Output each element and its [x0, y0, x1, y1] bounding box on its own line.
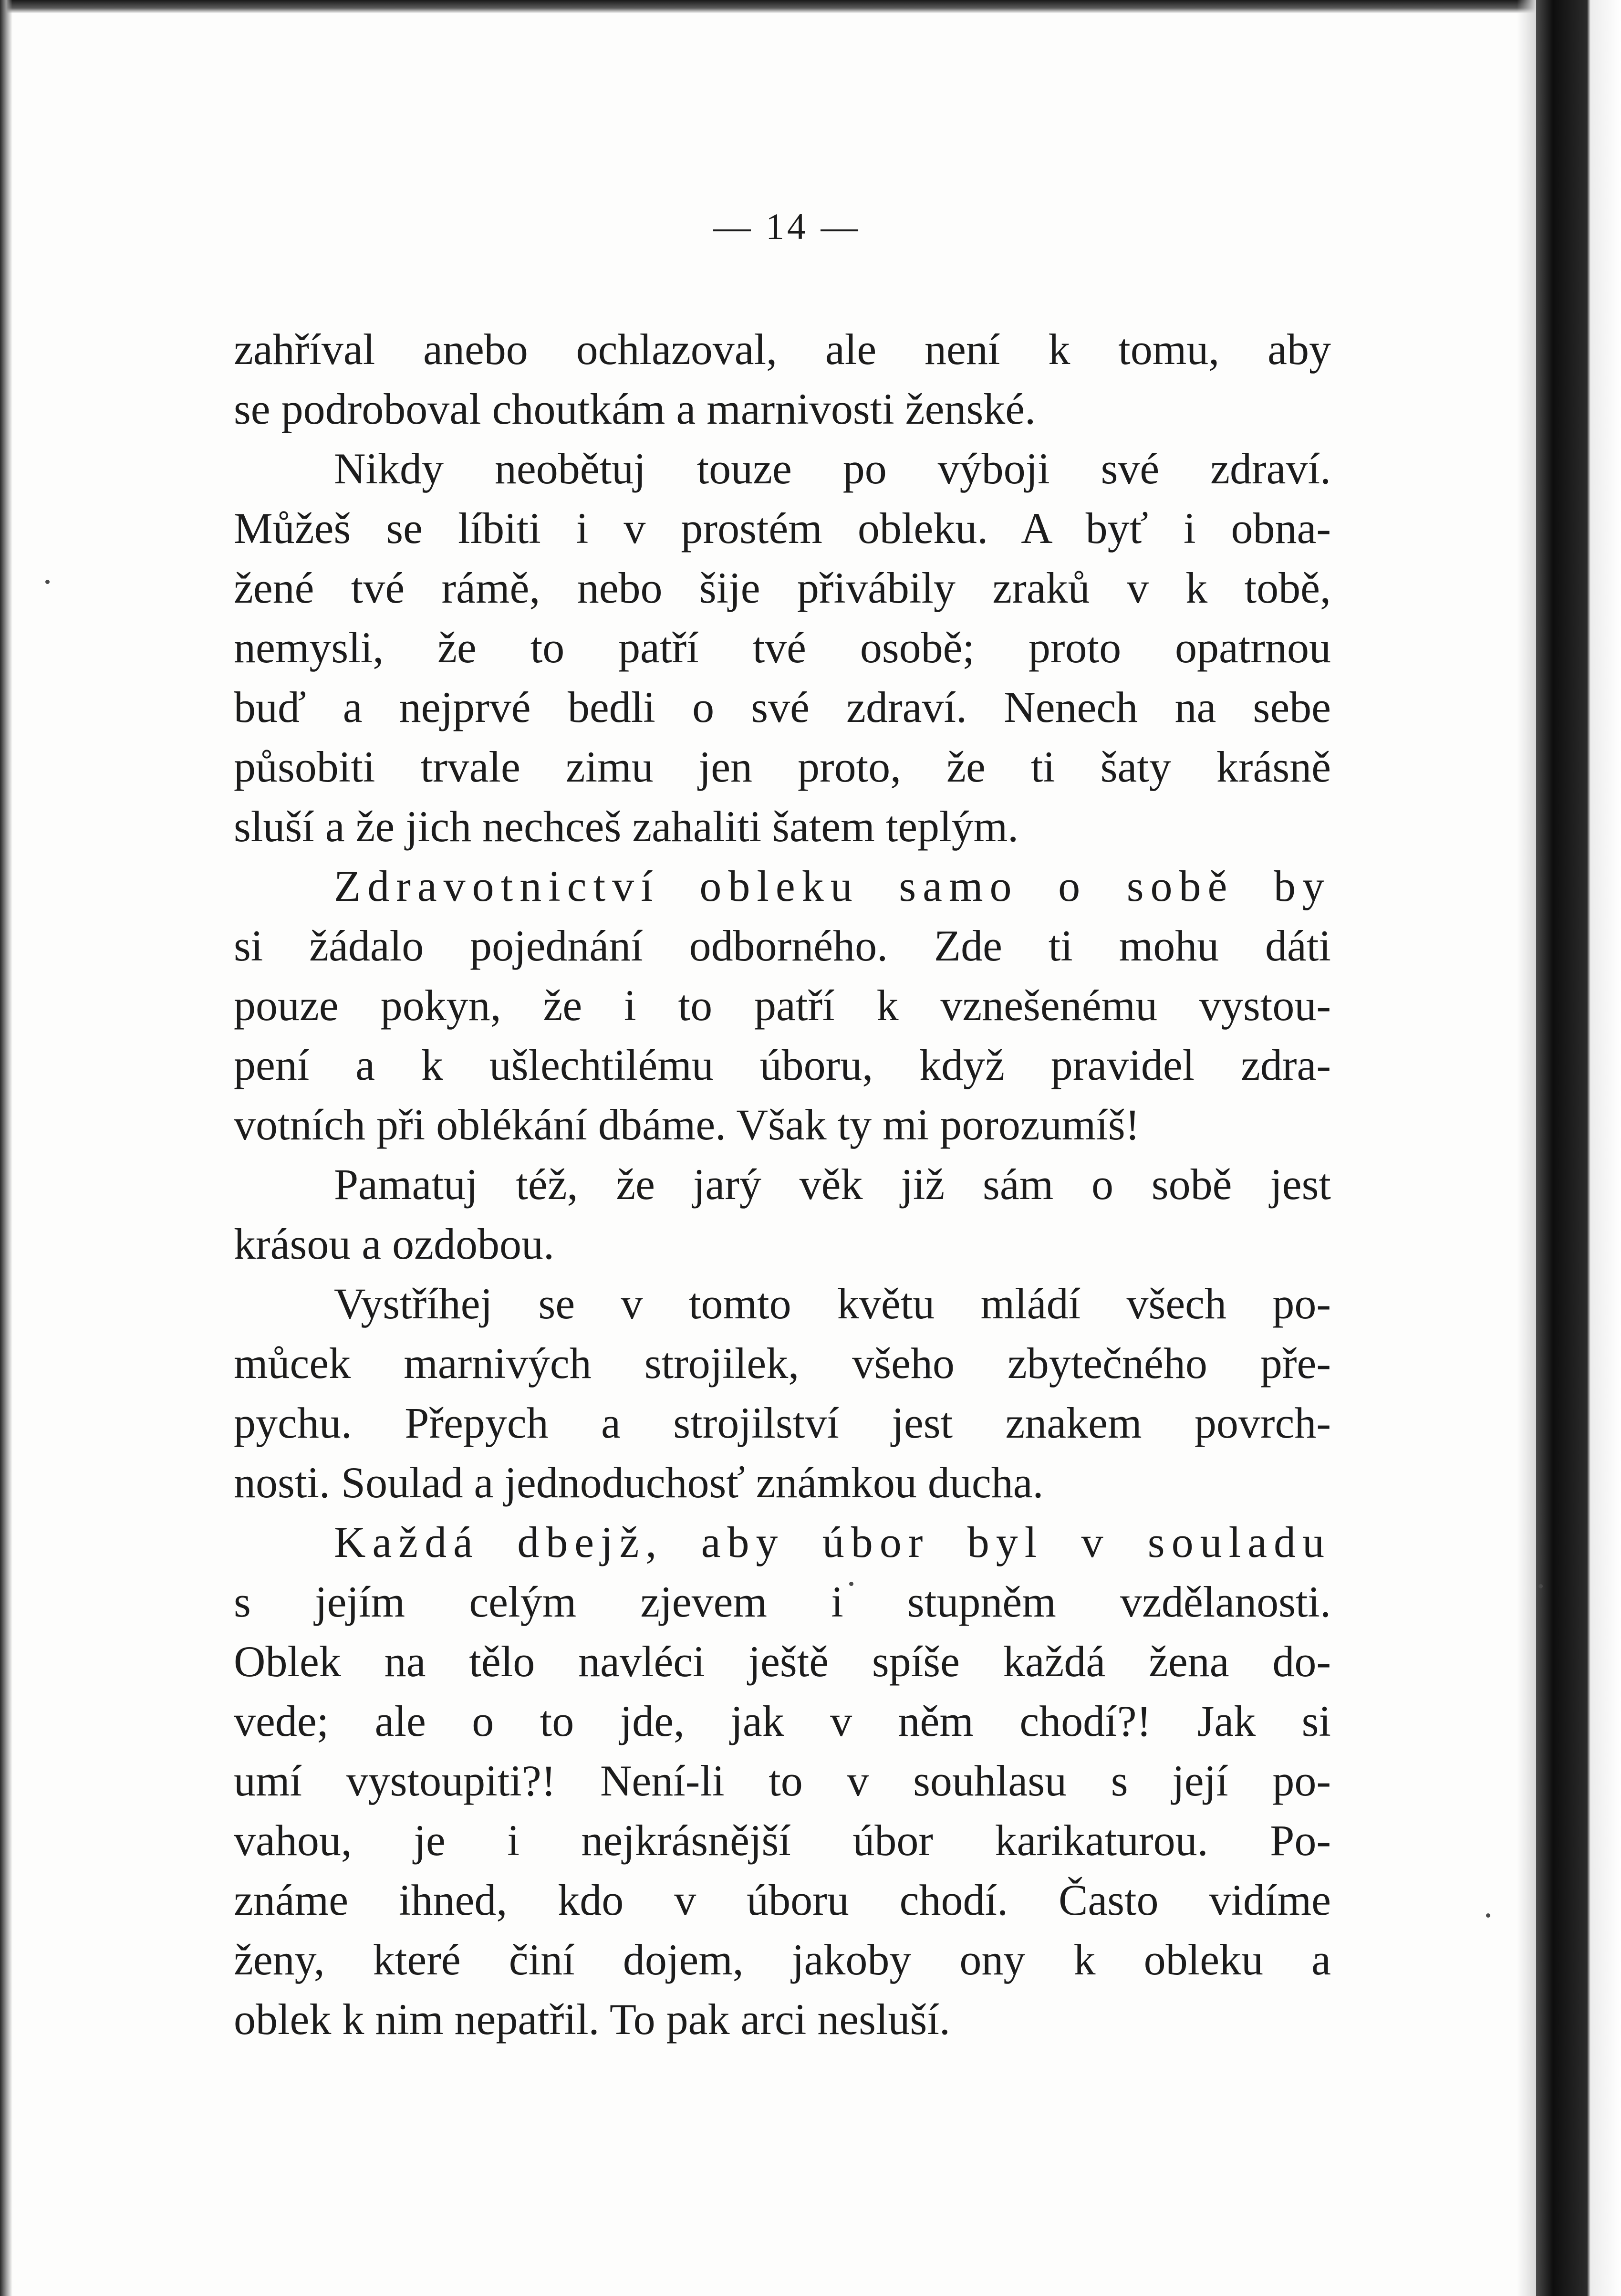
text-line: si žádalo pojednání odborného. Zde ti mohu dáti	[234, 921, 1331, 970]
text-line: buď a nejprvé bedli o své zdraví. Nenech na sebe	[234, 683, 1331, 731]
book-spine-edge	[1536, 0, 1621, 2296]
text-line: s jejím celým zjevem i stupněm vzdělanosti.	[234, 1577, 1331, 1626]
text-line: pychu. Přepych a strojilství jest znakem povrch-	[234, 1398, 1331, 1447]
text-line: Pamatuj též, že jarý věk již sám o sobě jest	[334, 1160, 1331, 1209]
scan-speck	[1538, 1584, 1543, 1588]
text-line: se podroboval choutkám a marnivosti ženské.	[234, 385, 1036, 433]
body-text	[234, 320, 1331, 2049]
text-line: pení a k ušlechtilému úboru, když pravidel zdra-	[234, 1041, 1331, 1089]
text-line: můcek marnivých strojilek, všeho zbytečného pře-	[234, 1339, 1331, 1388]
text-line: Oblek na tělo navléci ještě spíše každá žena do-	[234, 1637, 1331, 1686]
text-line: pouze pokyn, že i to patří k vznešenému vystou-	[234, 981, 1331, 1030]
text-line: působiti trvale zimu jen proto, že ti šaty krásně	[234, 742, 1331, 791]
text-line: Můžeš se líbiti i v prostém obleku. A byť i obna-	[234, 504, 1331, 553]
scan-left-edge	[0, 0, 12, 2296]
text-line: krásou a ozdobou.	[234, 1220, 554, 1268]
text-line: Každá dbejž, aby úbor byl v souladu	[334, 1518, 1331, 1566]
scan-speck	[1486, 1913, 1490, 1918]
text-line: ženy, které činí dojem, jakoby ony k obleku a	[234, 1935, 1331, 1984]
text-line: umí vystoupiti?! Není-li to v souhlasu s její po-	[234, 1756, 1331, 1805]
page-number: — 14 —	[713, 206, 861, 247]
scan-top-edge	[0, 0, 1621, 13]
text-line: nemysli, že to patří tvé osobě; proto opatrnou	[234, 623, 1331, 672]
text-line: nosti. Soulad a jednoduchosť známkou ducha.	[234, 1458, 1044, 1507]
text-line: žené tvé rámě, nebo šije přivábily zraků v k tobě,	[234, 564, 1331, 612]
text-line: Nikdy neobětuj touze po výboji své zdraví.	[334, 444, 1331, 493]
text-line: votních při oblékání dbáme. Však ty mi porozumíš!	[234, 1100, 1140, 1149]
text-line: Vystříhej se v tomto květu mládí všech po-	[334, 1279, 1331, 1328]
text-line: sluší a že jich nechceš zahaliti šatem teplým.	[234, 802, 1019, 851]
text-line: známe ihned, kdo v úboru chodí. Často vidíme	[234, 1876, 1331, 1924]
text-line: vahou, je i nejkrásnější úbor karikaturou. Po-	[234, 1816, 1331, 1865]
text-line: Zdravotnictví obleku samo o sobě by	[334, 862, 1331, 910]
text-line: oblek k nim nepatřil. To pak arci nesluší.	[234, 1995, 950, 2044]
text-line: vede; ale o to jde, jak v něm chodí?! Jak si	[234, 1697, 1331, 1745]
page-gutter-shadow	[1517, 0, 1536, 2296]
text-line: zahříval anebo ochlazoval, ale není k tomu, aby	[234, 325, 1331, 374]
scan-speck	[45, 580, 50, 584]
